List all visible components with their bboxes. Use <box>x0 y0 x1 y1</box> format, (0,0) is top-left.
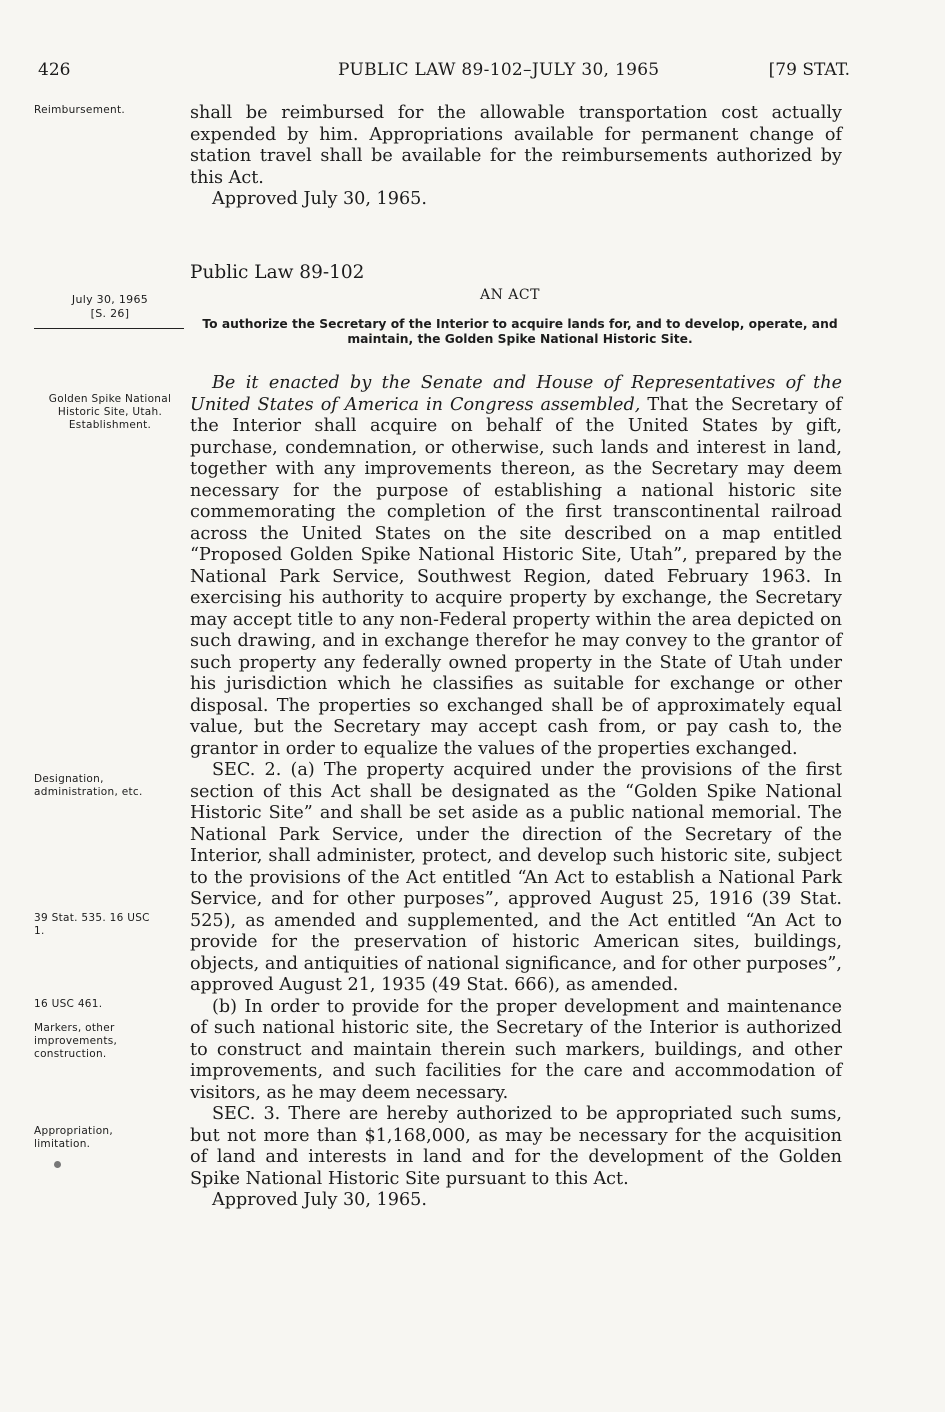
margin-note-markers: Markers, other improvements, construction. <box>34 1022 118 1060</box>
running-header <box>38 60 850 88</box>
section-2b: (b) In order to provide for the proper development and maintenance of such national historic site, the Secretary of the Interior is authorized to construct and maintain therein such markers, buildings, and other improvements, and such facilities for the care and accommodation of visitors, as he may deem necessary. <box>190 996 842 1103</box>
margin-note-bill: [S. 26] <box>90 307 130 320</box>
page-number: 426 <box>38 60 71 80</box>
statute-volume: [79 STAT. <box>768 60 850 80</box>
section-1 <box>190 373 842 760</box>
margin-note-citation-2: 16 USC 461. <box>34 998 103 1010</box>
act-approved: Approved July 30, 1965. <box>212 1190 427 1210</box>
margin-note-designation: Designation, administration, etc. <box>34 773 143 798</box>
section-3: SEC. 3. There are hereby authorized to be appropriated such sums, but not more than $1,168,000, as may be necessary for the acquisition of land and interests in land and for the development of the Golden Spike National Historic Site pursuant to this Act. <box>190 1104 842 1189</box>
section-1-text: That the Secretary of the Interior shall acquire on behalf of the United States by gift, purchase, condemnation, or otherwise, such lands and interest in land, together with any improvements thereon, as the Secretary may deem necessary for the purpose of establishing a national historic site commemorating the completion of the first transcontinental railroad across the United States on the site described on a map entitled “Proposed Golden Spike National Historic Site, Utah”, prepared by the National Park Service, Southwest Region, dated February 1963. In exercising his authority to acquire property by exchange, the Secretary may accept title to any non-Federal property within the area depicted on such drawing, and in exchange therefor he may convey to the grantor of such property any federally owned property in the State of Utah under his jurisdiction which he classifies as suitable for exchange or other disposal. The properties so exchanged shall be of approximately equal value, but the Secretary may accept cash from, or pay cash to, the grantor in order to equalize the values of the properties exchanged. <box>190 394 843 759</box>
act-body <box>190 373 842 1212</box>
divider-rule <box>34 328 184 329</box>
margin-note-citation-1: 39 Stat. 535. 16 USC 1. <box>34 912 150 937</box>
prior-act-text <box>190 103 842 211</box>
public-law-number: Public Law 89-102 <box>190 262 365 283</box>
header-title: PUBLIC LAW 89-102–JULY 30, 1965 <box>338 60 660 80</box>
prior-act-paragraph: shall be reimbursed for the allowable transportation cost actually expended by him. Appropriations available for permanent change of station travel shall be available for the reimbursements authorized by this Act. <box>190 103 842 188</box>
margin-note-golden-spike: Golden Spike National Historic Site, Utah. Establishment. <box>48 393 172 431</box>
margin-note-appropriation: Appropriation, limitation. <box>34 1125 114 1150</box>
margin-note-date: July 30, 1965 <box>71 293 149 306</box>
enacting-clause: Be it enacted by the Senate and House of Representatives of the United States of America in Congress assembled, <box>190 373 842 415</box>
prior-act-approved: Approved July 30, 1965. <box>212 189 427 209</box>
ink-dot <box>54 1161 61 1168</box>
act-long-title: To authorize the Secretary of the Interior to acquire lands for, and to develop, operate, and maintain, the Golden Spike National Historic Site. <box>202 317 838 346</box>
act-heading: AN ACT <box>480 287 540 303</box>
margin-note-reimbursement: Reimbursement. <box>34 104 125 116</box>
section-2a: SEC. 2. (a) The property acquired under the provisions of the first section of this Act shall be designated as the “Golden Spike National Historic Site” and shall be set aside as a public national memorial. The National Park Service, under the direction of the Secretary of the Interior, shall administer, protect, and develop such historic site, subject to the provisions of the Act entitled “An Act to establish a National Park Service, and for other purposes”, approved August 25, 1916 (39 Stat. 525), as amended and supplemented, and the Act entitled “An Act to provide for the preservation of historic American sites, buildings, objects, and antiquities of national significance, and for other purposes”, approved August 21, 1935 (49 Stat. 666), as amended. <box>190 760 842 995</box>
